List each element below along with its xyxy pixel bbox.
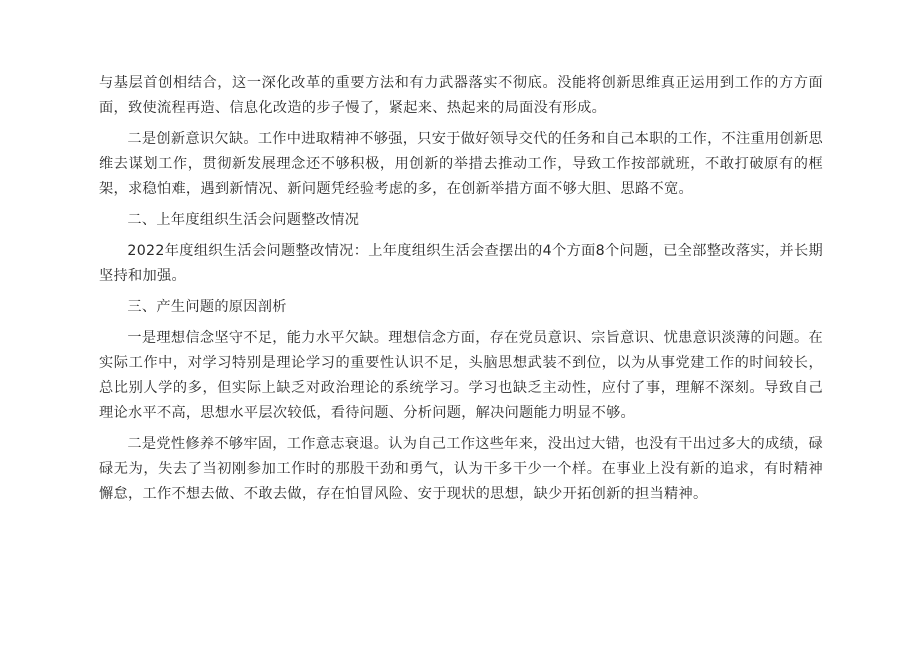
paragraph-ideals-beliefs: 一是理想信念坚守不足，能力水平欠缺。理想信念方面，存在党员意识、宗旨意识、忧患意识淡薄的问题。在实际工作中，对学习特别是理论学习的重要性认识不足，头脑思想武装不到位，以为从事党建工作的时间较长，总比别人学的多，但实际上缺乏对政治理论的系统学习。学习也缺乏主动性，应付了事，理解不深刻。导致自己理论水平不高，思想水平层次较低，看待问题、分析问题，解决问题能力明显不够。 (99, 330, 823, 421)
paragraph-innovation-awareness: 二是创新意识欠缺。工作中进取精神不够强，只安于做好领导交代的任务和自己本职的工作，不注重用创新思维去谋划工作，贯彻新发展理念还不够积极，用创新的举措去推动工作，导致工作按部就班，不敢打破原有的框架，求稳怕难，遇到新情况、新问题凭经验考虑的多，在创新举措方面不够大胆、思路不宽。 (99, 131, 823, 197)
paragraph-continuation: 与基层首创相结合，这一深化改革的重要方法和有力武器落实不彻底。没能将创新思维真正运用到工作的方方面面，致使流程再造、信息化改造的步子慢了，紧起来、热起来的局面没有形成。 (99, 75, 823, 116)
paragraph-party-spirit: 二是党性修养不够牢固，工作意志衰退。认为自己工作这些年来，没出过大错，也没有干出过多大的成绩，碌碌无为，失去了当初刚参加工作时的那股干劲和勇气，认为干多干少一个样。在事业上没有新的追求，有时精神懈怠，工作不想去做、不敢去做，存在怕冒风险、安于现状的思想，缺少开拓创新的担当精神。 (99, 436, 823, 502)
paragraph-rectification-status: 2022年度组织生活会问题整改情况：上年度组织生活会查摆出的4个方面8个问题，已全部整改落实，并长期坚持和加强。 (99, 243, 823, 284)
section-heading-rectification: 二、上年度组织生活会问题整改情况 (127, 212, 360, 228)
document-body (99, 71, 823, 513)
section-heading-cause-analysis: 三、产生问题的原因剖析 (127, 299, 287, 315)
